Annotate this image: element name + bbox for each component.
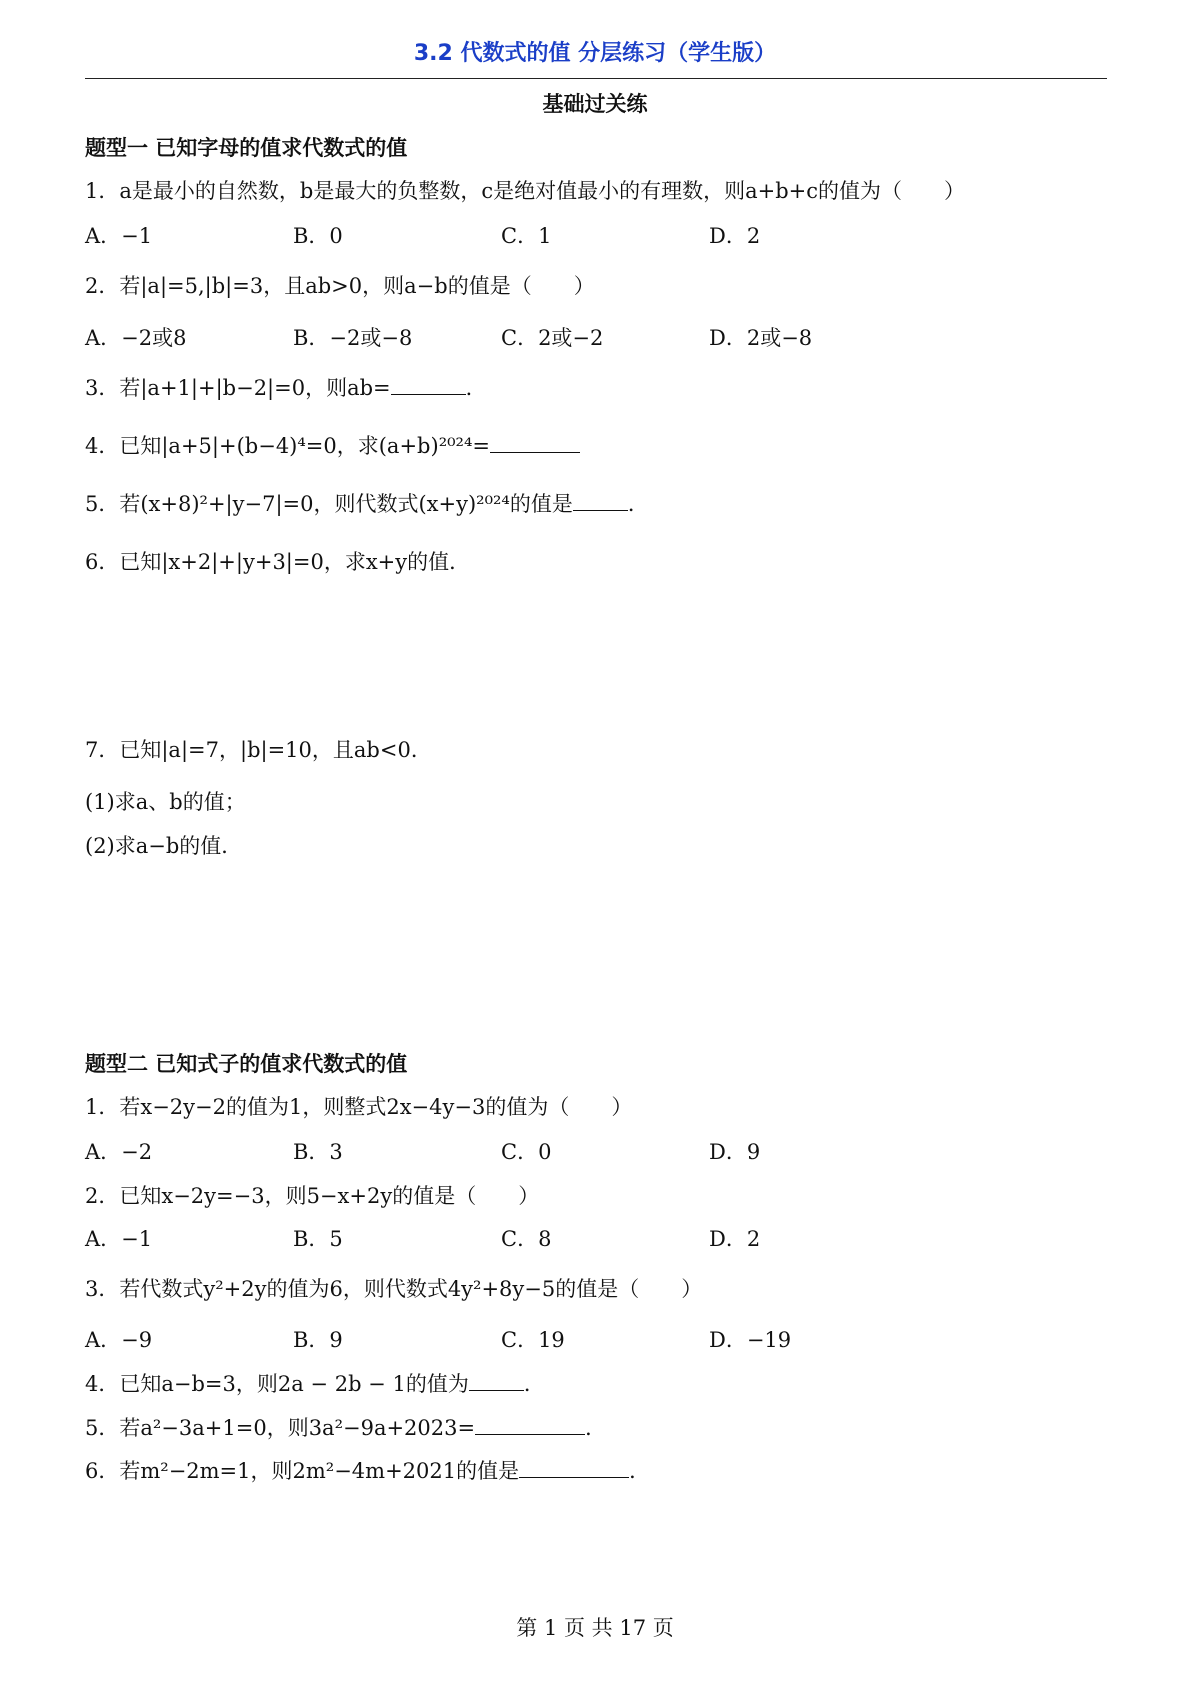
option-a: A．−9 (85, 1328, 153, 1352)
option-d: D．2 (709, 1227, 761, 1251)
type2-q3-options (85, 1324, 985, 1354)
type1-q1: 1．a是最小的自然数，b是最大的负整数，c是绝对值最小的有理数，则a+b+c的值为（ ） (85, 179, 965, 203)
type1-q2: 2．若|a|=5,|b|=3，且ab>0，则a−b的值是（ ） (85, 274, 595, 298)
type1-heading: 题型一 已知字母的值求代数式的值 (85, 136, 408, 160)
question-tail: ． (629, 1459, 651, 1483)
type2-q2: 2．已知x−2y=−3，则5−x+2y的值是（ ） (85, 1184, 540, 1208)
type1-q7-part1: (1)求a、b的值； (85, 790, 246, 814)
answer-blank (519, 1459, 629, 1478)
option-a: A．−1 (85, 224, 153, 248)
type1-q1-options (85, 220, 985, 250)
type1-q7-part2: (2)求a−b的值． (85, 834, 243, 858)
question-tail: ． (585, 1416, 607, 1440)
answer-blank (391, 376, 466, 395)
option-d: D．2或−8 (709, 326, 813, 350)
type2-q1-options (85, 1136, 985, 1166)
option-c: C．0 (501, 1140, 552, 1164)
option-b: B．5 (293, 1227, 343, 1251)
type2-q1: 1．若x−2y−2的值为1，则整式2x−4y−3的值为（ ） (85, 1095, 633, 1119)
type2-q5 (85, 1412, 606, 1442)
question-text: 5．若a²−3a+1=0，则3a²−9a+2023= (85, 1416, 476, 1440)
type1-q5 (85, 488, 649, 518)
option-b: B．0 (293, 224, 343, 248)
type2-heading: 题型二 已知式子的值求代数式的值 (85, 1052, 408, 1076)
header-rule (85, 78, 1107, 79)
question-text: 4．已知|a+5|+(b−4)⁴=0，求(a+b)²⁰²⁴= (85, 434, 490, 458)
document-title: 3.2 代数式的值 分层练习（学生版） (413, 41, 777, 66)
option-a: A．−1 (85, 1227, 153, 1251)
answer-blank (469, 1372, 524, 1391)
answer-blank (573, 492, 628, 511)
option-a: A．−2或8 (85, 326, 187, 350)
question-tail: ． (523, 1372, 545, 1396)
type1-q2-options (85, 322, 985, 352)
question-tail: ． (465, 376, 487, 400)
option-a: A．−2 (85, 1140, 153, 1164)
option-b: B．3 (293, 1140, 343, 1164)
question-text: 4．已知a−b=3，则2a − 2b − 1的值为 (85, 1372, 469, 1396)
answer-blank (475, 1416, 585, 1435)
option-b: B．−2或−8 (293, 326, 413, 350)
option-c: C．19 (501, 1328, 565, 1352)
section-title: 基础过关练 (542, 92, 648, 116)
option-d: D．9 (709, 1140, 761, 1164)
type2-q2-options (85, 1223, 985, 1253)
option-c: C．8 (501, 1227, 552, 1251)
option-d: D．−19 (709, 1328, 792, 1352)
question-text: 3．若|a+1|+|b−2|=0，则ab= (85, 376, 391, 400)
type1-q6: 6．已知|x+2|+|y+3|=0，求x+y的值． (85, 550, 471, 574)
question-tail: ． (627, 492, 649, 516)
question-text: 6．若m²−2m=1，则2m²−4m+2021的值是 (85, 1459, 520, 1483)
option-b: B．9 (293, 1328, 343, 1352)
option-d: D．2 (709, 224, 761, 248)
page-footer: 第 1 页 共 17 页 (516, 1616, 674, 1640)
answer-blank (490, 434, 580, 453)
type2-q4 (85, 1368, 545, 1398)
type2-q3: 3．若代数式y²+2y的值为6，则代数式4y²+8y−5的值是（ ） (85, 1277, 703, 1301)
option-c: C．2或−2 (501, 326, 604, 350)
type1-q3 (85, 372, 487, 402)
type1-q4 (85, 430, 580, 460)
option-c: C．1 (501, 224, 552, 248)
type1-q7: 7．已知|a|=7，|b|=10，且ab<0． (85, 738, 432, 762)
type2-q6 (85, 1455, 650, 1485)
question-text: 5．若(x+8)²+|y−7|=0，则代数式(x+y)²⁰²⁴的值是 (85, 492, 573, 516)
